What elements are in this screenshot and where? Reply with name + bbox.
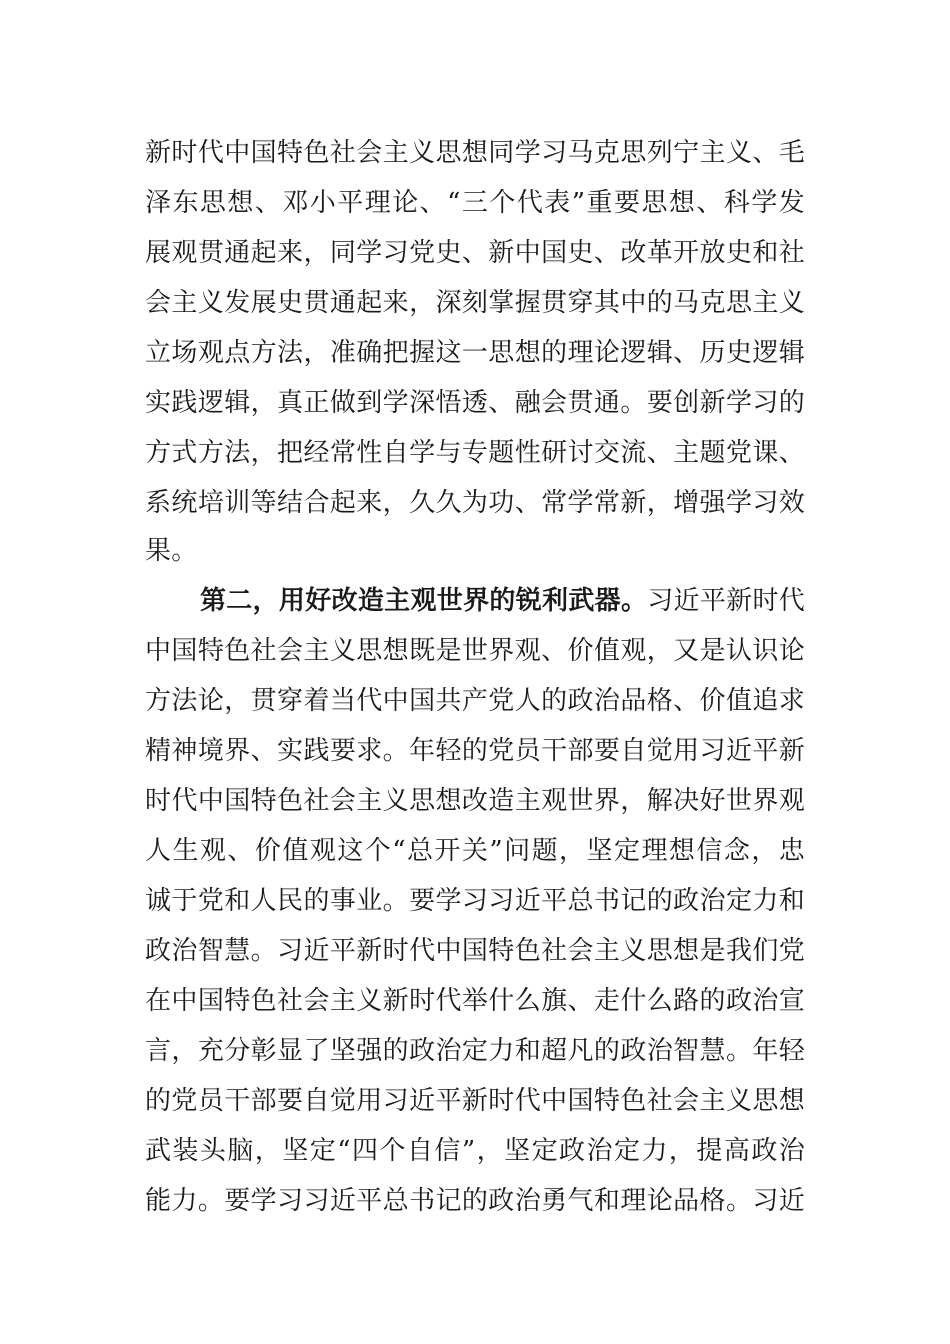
paragraph-line: 言，充分彰显了坚强的政治定力和超凡的政治智慧。年轻 — [145, 1036, 805, 1066]
paragraph-line: 能力。要学习习近平总书记的政治勇气和理论品格。习近 — [145, 1186, 805, 1216]
paragraph-line: 在中国特色社会主义新时代举什么旗、走什么路的政治宣 — [145, 986, 805, 1016]
paragraph-text: 习近平新时代 — [647, 586, 805, 616]
paragraph-line: 立场观点方法，准确把握这一思想的理论逻辑、历史逻辑 — [145, 338, 805, 368]
paragraph-line: 的党员干部要自觉用习近平新时代中国特色社会主义思想 — [145, 1086, 805, 1116]
paragraph-line: 展观贯通起来，同学习党史、新中国史、改革开放史和社 — [145, 238, 805, 268]
paragraph-line: 武装头脑，坚定“四个自信”，坚定政治定力，提高政治 — [145, 1136, 805, 1166]
paragraph-line: 果。 — [145, 536, 198, 566]
paragraph-line: 诚于党和人民的事业。要学习习近平总书记的政治定力和 — [145, 886, 805, 916]
paragraph-line: 系统培训等结合起来，久久为功、常学常新，增强学习效 — [145, 488, 805, 518]
paragraph-line: 方法论，贯穿着当代中国共产党人的政治品格、价值追求 — [145, 686, 805, 716]
paragraph-line: 政治智慧。习近平新时代中国特色社会主义思想是我们党 — [145, 936, 805, 966]
section-heading: 第二，用好改造主观世界的锐利武器。 — [200, 586, 648, 616]
paragraph-line: 泽东思想、邓小平理论、“三个代表”重要思想、科学发 — [145, 188, 805, 218]
paragraph-first-line — [200, 581, 805, 621]
paragraph-line: 中国特色社会主义思想既是世界观、价值观，又是认识论 — [145, 636, 805, 666]
paragraph-line: 人生观、价值观这个“总开关”问题，坚定理想信念，忠 — [145, 836, 805, 866]
paragraph-line: 时代中国特色社会主义思想改造主观世界，解决好世界观 — [145, 786, 805, 816]
paragraph-line: 会主义发展史贯通起来，深刻掌握贯穿其中的马克思主义 — [145, 288, 805, 318]
paragraph-line: 新时代中国特色社会主义思想同学习马克思列宁主义、毛 — [145, 138, 805, 168]
paragraph-line: 精神境界、实践要求。年轻的党员干部要自觉用习近平新 — [145, 736, 805, 766]
paragraph-line: 方式方法，把经常性自学与专题性研讨交流、主题党课、 — [145, 438, 805, 468]
paragraph-line: 实践逻辑，真正做到学深悟透、融会贯通。要创新学习的 — [145, 388, 805, 418]
